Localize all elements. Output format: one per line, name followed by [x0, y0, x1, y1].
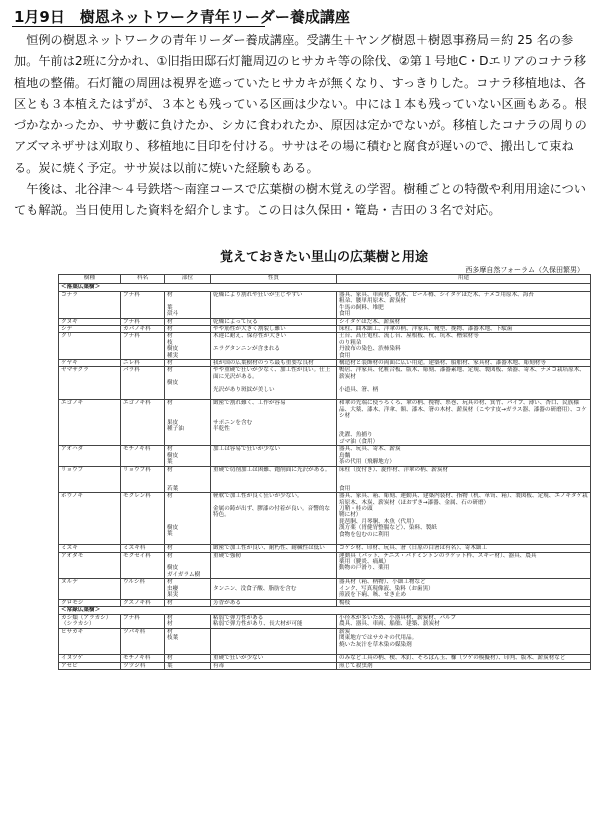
section-label: ＜常緑広葉樹＞ [59, 606, 591, 614]
part-line: 材 [167, 360, 173, 367]
part-cell [165, 333, 211, 360]
trait-line: 乾燥によって反る [213, 318, 258, 325]
traits-cell [211, 367, 337, 400]
part-line: 若葉 [167, 485, 179, 492]
table-header-row [59, 275, 591, 284]
family-cell: ニレ科 [121, 360, 165, 367]
species-cell: クリ [59, 333, 121, 360]
trait-line [213, 592, 334, 598]
uses-cell [337, 662, 591, 669]
traits-cell [211, 655, 337, 662]
trait-line: やや重硬で狂いが少なく、加工性が良い。仕上面に光沢がある。 [213, 367, 331, 380]
part-line: 果皮 [167, 419, 179, 426]
part-line: 材 [167, 545, 173, 552]
species-cell: シデ [59, 326, 121, 333]
family-cell: ウルシ科 [121, 579, 165, 599]
part-line: 枝葉 [167, 635, 179, 642]
part-line: 葉 [167, 304, 173, 311]
use-line: 器具、玩具、寄木、薪炭 [339, 446, 401, 453]
species-cell: イヌツゲ [59, 655, 121, 662]
part-line: 樹皮 [167, 452, 179, 459]
species-cell: アオダモ [59, 552, 121, 579]
section-label: ＜落葉広葉樹＞ [59, 284, 591, 292]
part-cell [165, 655, 211, 662]
table-row [59, 579, 591, 599]
use-line: 薪炭 [339, 628, 351, 635]
traits-cell [211, 662, 337, 669]
use-line: 運動具（バット、テニス・バドミントンのラケット枠、スキー材）、器具、農具 [339, 552, 537, 559]
uses-cell [337, 292, 591, 319]
trait-line: 有毒 [213, 662, 225, 669]
trait-line: 緻密で加工性が良い、耐朽性、耐穢性は低い [213, 545, 325, 552]
use-line: 器具、家具、車両材、枕木、ビール樽、シイタケほだ木、ナメコ用原木、海苔 [339, 292, 534, 298]
part-line: 材 [167, 292, 173, 298]
part-line: 材 [167, 621, 173, 628]
report-body [14, 30, 594, 222]
part-line: 材 [167, 318, 173, 325]
table-row [59, 493, 591, 545]
species-cell: コナラ [59, 292, 121, 319]
family-cell: ブナ科 [121, 292, 165, 319]
part-cell [165, 367, 211, 400]
part-line: 樹皮 [167, 565, 179, 572]
part-line: 材 [167, 614, 173, 621]
trait-line: 重硬で狂いが少ない [213, 655, 264, 662]
part-cell [165, 292, 211, 319]
use-line: 食用 [339, 485, 351, 492]
species-cell: カシ類（アラカシ）（シラカシ） [59, 614, 121, 628]
trait-line: 粘弱で弾力性があり、長大材が可能 [213, 621, 303, 628]
section-row [59, 606, 591, 614]
traits-cell [211, 318, 337, 325]
col-species-header: 樹種 [59, 275, 121, 284]
part-line: 葉 [167, 662, 173, 669]
trait-line: 芳香がある [213, 599, 241, 606]
trait-line: 軽軟で加工性が良く狂いが少ない。 [213, 493, 303, 500]
trait-line: やや筋性が大きく割裂し難い [213, 326, 286, 333]
table-row [59, 333, 591, 360]
trait-line: 重硬で強靭 [213, 552, 241, 559]
part-line: 材 [167, 599, 173, 606]
section-row [59, 284, 591, 292]
part-line: 殻斗 [167, 311, 179, 318]
part-cell [165, 400, 211, 446]
uses-cell [337, 655, 591, 662]
trait-line: 緻密で割れ難く、工作が容易 [213, 400, 286, 407]
table-row [59, 662, 591, 669]
use-line: 和傘の先端に使うろくろ、傘の柄、挽物、糸巻、玩具の材、箕竹、パイプ、薄い、杏口、民族様品、大薬、漆木、洋傘、額、漆木、箸の木材、薪炭材（こやす皮→ガラス器、漆器の研磨用）、コケシ材 [339, 400, 587, 420]
table-row [59, 292, 591, 319]
part-line: 材 [167, 493, 173, 500]
use-line: 刀鞘・桂の頭 [339, 505, 373, 512]
part-line: 果実 [167, 592, 179, 599]
part-line: 材 [167, 579, 173, 586]
use-line: 鴨居、洋家具、化粧合板、版木、彫刻、漆器素地、定規、製図板、楽器、寄木、ナメコ栽培原木、薪炭材 [339, 367, 585, 380]
part-line: 種子油 [167, 426, 184, 433]
traits-cell [211, 552, 337, 579]
table-row [59, 545, 591, 552]
trait-line: 粘弱で弾力性がある [213, 614, 264, 621]
part-cell [165, 628, 211, 655]
col-part-header: 部位 [165, 275, 211, 284]
page-title: 1月9日 樹恩ネットワーク青年リーダー養成講座 [14, 8, 350, 26]
use-line: 動物の戸滑り、薬用 [339, 565, 390, 572]
table-row [59, 367, 591, 400]
uses-cell [337, 552, 591, 579]
trait-line [213, 648, 334, 654]
trait-line: 乾燥により割れや狂いが生じやすい [213, 292, 303, 298]
uses-cell [337, 400, 591, 446]
uses-cell [337, 367, 591, 400]
traits-cell [211, 446, 337, 466]
tree-uses-table [58, 274, 591, 670]
table-row [59, 599, 591, 606]
family-cell: ツバキ科 [121, 628, 165, 655]
use-line: のり粗朶 [339, 339, 362, 346]
table-row [59, 446, 591, 466]
family-cell: バラ科 [121, 367, 165, 400]
species-cell: ケヤキ [59, 360, 121, 367]
use-line [339, 393, 588, 399]
species-cell: クロモジ [59, 599, 121, 606]
use-line: 床柱、曲木細工、洋傘の柄、洋家具、靴型、挽物、漆器木地、下駄歯 [339, 326, 513, 333]
species-cell: ヒサカキ [59, 628, 121, 655]
uses-cell [337, 628, 591, 655]
trait-line [213, 486, 334, 492]
uses-cell [337, 446, 591, 466]
use-line: 土台、高圧電柱、流し台、屋根板、杭、坑木、槽梁材等 [339, 333, 479, 340]
title-underline [12, 26, 265, 27]
trait-line: 木違に耐え、保存性が大きい [213, 333, 287, 340]
use-line: 食用 [339, 352, 351, 359]
uses-cell [337, 545, 591, 552]
reference-title: 覚えておきたい里山の広葉樹と用途 [219, 250, 428, 265]
part-line: 材 [167, 367, 173, 374]
species-cell: ヌルデ [59, 579, 121, 599]
use-line: 小道具、箸、柄 [339, 386, 379, 393]
part-cell [165, 614, 211, 628]
uses-cell [337, 599, 591, 606]
traits-cell [211, 493, 337, 545]
part-line: 材 [167, 655, 173, 662]
trait-line [213, 353, 334, 359]
species-cell: ホウノキ [59, 493, 121, 545]
table-row [59, 466, 591, 493]
part-cell [165, 552, 211, 579]
part-line: 樹皮 [167, 380, 179, 387]
use-line: 洗濯、魚捕り [339, 432, 373, 439]
part-line: 材 [167, 333, 173, 340]
species-cell: ヤマザクラ [59, 367, 121, 400]
part-line: 葉 [167, 459, 173, 466]
col-uses-header: 用途 [337, 275, 591, 284]
part-line: 種実 [167, 352, 179, 359]
species-cell: エゴノキ [59, 400, 121, 446]
use-line: 構造材と装飾材の両面に広い用途。建築材、船舶材、家具材、漆器木地、彫刻材等 [339, 360, 546, 367]
use-line: 小径木が多いため、小器具材、薪炭材、パルプ [339, 614, 457, 621]
family-cell: カバノキ科 [121, 326, 165, 333]
family-cell: エゴノキ科 [121, 400, 165, 446]
table-row [59, 360, 591, 367]
table-row [59, 326, 591, 333]
table-row [59, 318, 591, 325]
trait-line: 半乾性 [213, 426, 230, 433]
family-cell: モチノキ科 [121, 655, 165, 662]
trait-line: エラグタンニンが含まれる [213, 346, 281, 353]
family-cell: クスノキ科 [121, 599, 165, 606]
traits-cell [211, 326, 337, 333]
trait-line: タンニン、没食子酸、脂肪を含む [213, 585, 297, 592]
species-cell: アオハダ [59, 446, 121, 466]
family-cell: ブナ科 [121, 614, 165, 628]
use-line: 鞘に材） [339, 512, 362, 519]
table-row [59, 400, 591, 446]
uses-cell [337, 326, 591, 333]
part-line: 葉 [167, 531, 173, 538]
use-line: 粗朶、腰単用原木、薪炭材 [339, 298, 407, 305]
use-line: 薬用（腱炎、痛風） [339, 559, 390, 566]
part-line [167, 648, 208, 654]
use-line: 鳥黐 [339, 452, 351, 459]
trait-line [213, 572, 334, 578]
part-cell [165, 579, 211, 599]
part-cell [165, 662, 211, 669]
species-cell: アセビ [59, 662, 121, 669]
use-line: のみなど工具の柄、楔、木釘、そろばん玉、櫛（ツゲの模擬材）、印判、版木、薪炭材など [339, 655, 566, 662]
uses-cell [337, 333, 591, 360]
uses-cell [337, 614, 591, 628]
family-cell: ツツジ科 [121, 662, 165, 669]
use-line: 関東地方ではサカキの代用品。 [339, 635, 418, 642]
part-cell [165, 446, 211, 466]
part-cell [165, 599, 211, 606]
family-cell: モクレン科 [121, 493, 165, 545]
use-line: 煎じて殺虫剤 [339, 662, 373, 669]
use-line: 丹波布の染色、渋柿染料 [339, 346, 401, 353]
part-line: 材 [167, 552, 173, 559]
use-line: 農具、器具、車両、船舶、建築、薪炭材 [339, 621, 440, 628]
traits-cell [211, 360, 337, 367]
traits-cell [211, 579, 337, 599]
use-line: 床柱（皮付き）、旋作材、洋傘の柄、薪炭材 [339, 466, 449, 473]
traits-cell [211, 333, 337, 360]
use-line: シイタケほだ木、薪炭材 [339, 318, 401, 325]
uses-cell [337, 493, 591, 545]
part-line: 材 [167, 400, 173, 407]
traits-cell [211, 466, 337, 493]
part-line: 樹皮 [167, 346, 179, 353]
species-cell: クヌギ [59, 318, 121, 325]
part-line: 材 [167, 628, 173, 635]
traits-cell [211, 628, 337, 655]
paragraph-morning: 恒例の樹恩ネットワークの青年リーダー養成講座。受講生＋ヤング樹恩＋樹恩事務局＝約 25 名の参加。午前は2班に分かれ、①旧指田邸石灯籠周辺のヒサカキ等の除伐、②第１号地C・Dエリアのコナラ移植地の整備。石灯籠の周囲は視界を遮っていたヒサカキが無くなり、すっきりした。コナラ移植地は、各区とも３本植えたはずが、３本とも残っている区画は少ない。中には１本も残っていない区画もある。根づかなかったか、ササ藪に負けたか、シカに食われたか、原因は定かでないが。移植したコナラの周りのアズマネザサは刈取り、移植地に目印を付ける。ササはその場に積むと腐食が遅いので、搬出して束ねる。炭に焼く予定。ササ炭は以前に焼いた経験もある。 [14, 33, 587, 175]
traits-cell [211, 545, 337, 552]
traits-cell [211, 292, 337, 319]
part-line: ガイガラム樹 [167, 571, 201, 578]
col-family-header: 科名 [121, 275, 165, 284]
uses-cell [337, 360, 591, 367]
use-line: ゴマ油（食用） [339, 438, 379, 445]
part-line: 枝 [167, 339, 173, 346]
uses-cell [337, 318, 591, 325]
trait-line [213, 459, 334, 465]
part-cell [165, 466, 211, 493]
use-line: 煎液を下痢、咳、せき止め [339, 592, 407, 599]
table-body [59, 284, 591, 670]
table-row [59, 628, 591, 655]
trait-line: 加工は容易で狂いが少ない [213, 446, 281, 453]
trait-line: 光沢があり斑紋が美しい [213, 386, 275, 393]
part-cell [165, 545, 211, 552]
family-cell: ミズキ科 [121, 545, 165, 552]
family-cell: ブナ科 [121, 333, 165, 360]
part-cell [165, 360, 211, 367]
use-line: 器具材（箱、柄物）、小細工物など [339, 579, 426, 586]
part-line: 材 [167, 446, 173, 453]
use-line: 食用 [339, 311, 351, 318]
part-line: 材 [167, 466, 173, 473]
use-line: 器具、家具、箱、彫刻、運動具、建築内装材、指物（机、箪笥、箱）、製図板、定規、エノキタケ栽培原木、木炭、薪炭材（ほおずき→漆器、金属、石の研磨） [339, 493, 588, 506]
part-cell [165, 318, 211, 325]
part-line [167, 387, 208, 393]
trait-line: 重硬で切削加工は困難、鉋削面に光沢がある。 [213, 466, 331, 473]
family-cell: モクセイ科 [121, 552, 165, 579]
part-line: 虫癭 [167, 585, 179, 592]
traits-cell [211, 599, 337, 606]
trait-line [213, 311, 334, 317]
family-cell: リョウブ科 [121, 466, 165, 493]
paragraph-afternoon: 午後は、北谷津～４号鉄塔～南窪コースで広葉樹の樹木覚えの学習。樹種ごとの特徴や利用用途についても解説。当日使用した資料を紹介します。この日は久保田・篭島・吉田の３名で対応。 [14, 182, 586, 218]
use-line: 焼いた灰汁を草木染の媒染剤 [339, 641, 412, 648]
trait-line: 金属の鋳が出ず、膠漆の付着が良い。音響的な特色。 [213, 505, 331, 519]
use-line: 牛馬の飼料、堆肥 [339, 304, 384, 311]
trait-line [213, 538, 334, 544]
traits-cell [211, 614, 337, 628]
species-cell: ミズキ [59, 545, 121, 552]
use-line: 琵琶胴、月琴胴、木魚（代用） [339, 518, 418, 525]
table-row [59, 614, 591, 628]
use-line: インク、写真現像液、染料（お歯黒） [339, 585, 434, 592]
part-cell [165, 493, 211, 545]
use-line: 漢方薬（胃健胃整腸など）、染料、製紙 [339, 525, 437, 532]
use-line: コケシ材、印材、玩具、箸（日原の白箸は有名）、寄木細工 [339, 545, 488, 552]
trait-line: 我が国の広葉樹材のうち最も重要な良材 [213, 360, 314, 367]
table-row [59, 552, 591, 579]
use-line: 楊枝 [339, 599, 351, 606]
uses-cell [337, 466, 591, 493]
use-line: 食物を包むのに利用 [339, 531, 390, 538]
table-row [59, 655, 591, 662]
reference-sheet [58, 246, 590, 826]
use-line: 茶の代用（飛騨地方） [339, 459, 395, 466]
traits-cell [211, 400, 337, 446]
family-cell: ブナ科 [121, 318, 165, 325]
family-cell: モチノキ科 [121, 446, 165, 466]
part-line: 材 [167, 326, 173, 333]
part-cell [165, 326, 211, 333]
species-cell: リョウブ [59, 466, 121, 493]
uses-cell [337, 579, 591, 599]
trait-line [213, 393, 334, 399]
part-line: 樹皮 [167, 525, 179, 532]
trait-line: サポニンを含む [213, 419, 253, 426]
reference-credit: 西多摩自然フォーラム（久保田繁男） [465, 266, 584, 274]
col-traits-header: 性質 [211, 275, 337, 284]
